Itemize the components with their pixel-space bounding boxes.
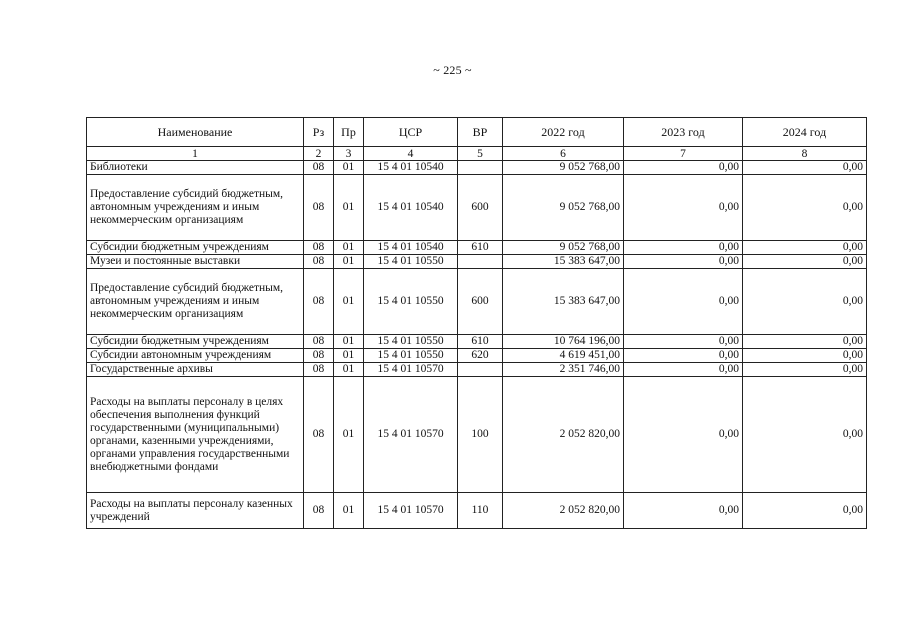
row-name: Субсидии бюджетным учреждениям <box>87 335 304 349</box>
column-index: 7 <box>624 147 743 161</box>
table-row <box>87 241 867 255</box>
table-header-row <box>87 118 867 147</box>
row-csr: 15 4 01 10550 <box>364 335 458 349</box>
row-name: Субсидии автономным учреждениям <box>87 349 304 363</box>
row-2023: 0,00 <box>624 363 743 377</box>
table-row <box>87 269 867 335</box>
column-index: 1 <box>87 147 304 161</box>
table-row <box>87 349 867 363</box>
table-row <box>87 161 867 175</box>
row-pr: 01 <box>334 255 364 269</box>
row-vr: 610 <box>458 241 503 255</box>
column-header-2024: 2024 год <box>743 118 867 147</box>
row-name: Расходы на выплаты персоналу в целях обеспечения выполнения функций государственными (муниципальными) органами, казенными учреждениями, органами управления государственными внебюджетными фондами <box>87 377 304 493</box>
row-rz: 08 <box>304 269 334 335</box>
column-index: 6 <box>503 147 624 161</box>
row-2024: 0,00 <box>743 335 867 349</box>
row-pr: 01 <box>334 363 364 377</box>
row-2023: 0,00 <box>624 493 743 529</box>
table-row <box>87 255 867 269</box>
row-2022: 4 619 451,00 <box>503 349 624 363</box>
row-csr: 15 4 01 10570 <box>364 363 458 377</box>
row-pr: 01 <box>334 377 364 493</box>
row-pr: 01 <box>334 175 364 241</box>
row-csr: 15 4 01 10540 <box>364 161 458 175</box>
row-vr: 600 <box>458 175 503 241</box>
row-vr: 110 <box>458 493 503 529</box>
row-2024: 0,00 <box>743 377 867 493</box>
column-header-vr: ВР <box>458 118 503 147</box>
row-rz: 08 <box>304 377 334 493</box>
column-index: 3 <box>334 147 364 161</box>
row-name: Предоставление субсидий бюджетным, автономным учреждениям и иным некоммерческим организациям <box>87 269 304 335</box>
column-header-2022: 2022 год <box>503 118 624 147</box>
row-name: Расходы на выплаты персоналу казенных учреждений <box>87 493 304 529</box>
row-rz: 08 <box>304 241 334 255</box>
row-pr: 01 <box>334 493 364 529</box>
row-rz: 08 <box>304 175 334 241</box>
column-index: 4 <box>364 147 458 161</box>
row-2024: 0,00 <box>743 363 867 377</box>
row-2023: 0,00 <box>624 335 743 349</box>
row-rz: 08 <box>304 349 334 363</box>
row-2023: 0,00 <box>624 349 743 363</box>
row-rz: 08 <box>304 255 334 269</box>
row-vr <box>458 255 503 269</box>
row-2022: 9 052 768,00 <box>503 241 624 255</box>
row-pr: 01 <box>334 161 364 175</box>
column-header-name: Наименование <box>87 118 304 147</box>
row-2023: 0,00 <box>624 269 743 335</box>
row-2022: 15 383 647,00 <box>503 255 624 269</box>
row-2024: 0,00 <box>743 269 867 335</box>
row-2024: 0,00 <box>743 241 867 255</box>
column-index: 8 <box>743 147 867 161</box>
row-name: Библиотеки <box>87 161 304 175</box>
table-row <box>87 335 867 349</box>
table-row <box>87 493 867 529</box>
table-row <box>87 377 867 493</box>
row-csr: 15 4 01 10540 <box>364 241 458 255</box>
column-index: 2 <box>304 147 334 161</box>
row-vr: 610 <box>458 335 503 349</box>
row-2022: 10 764 196,00 <box>503 335 624 349</box>
row-2024: 0,00 <box>743 493 867 529</box>
row-2023: 0,00 <box>624 377 743 493</box>
row-2022: 2 052 820,00 <box>503 493 624 529</box>
row-vr: 100 <box>458 377 503 493</box>
row-name: Музеи и постоянные выставки <box>87 255 304 269</box>
row-2022: 15 383 647,00 <box>503 269 624 335</box>
table-row <box>87 363 867 377</box>
row-vr: 620 <box>458 349 503 363</box>
row-2024: 0,00 <box>743 255 867 269</box>
row-csr: 15 4 01 10550 <box>364 349 458 363</box>
column-header-csr: ЦСР <box>364 118 458 147</box>
row-2022: 9 052 768,00 <box>503 161 624 175</box>
table-row <box>87 175 867 241</box>
row-2024: 0,00 <box>743 161 867 175</box>
row-name: Предоставление субсидий бюджетным, автономным учреждениям и иным некоммерческим организациям <box>87 175 304 241</box>
row-csr: 15 4 01 10550 <box>364 269 458 335</box>
row-2023: 0,00 <box>624 161 743 175</box>
row-csr: 15 4 01 10570 <box>364 377 458 493</box>
column-index: 5 <box>458 147 503 161</box>
column-index-row <box>87 147 867 161</box>
row-name: Субсидии бюджетным учреждениям <box>87 241 304 255</box>
row-rz: 08 <box>304 363 334 377</box>
page-number: ~ 225 ~ <box>433 63 472 77</box>
row-rz: 08 <box>304 161 334 175</box>
column-header-rz: Рз <box>304 118 334 147</box>
column-header-pr: Пр <box>334 118 364 147</box>
row-vr <box>458 161 503 175</box>
row-2022: 9 052 768,00 <box>503 175 624 241</box>
row-vr <box>458 363 503 377</box>
row-2023: 0,00 <box>624 255 743 269</box>
row-rz: 08 <box>304 335 334 349</box>
row-2022: 2 052 820,00 <box>503 377 624 493</box>
row-vr: 600 <box>458 269 503 335</box>
row-2023: 0,00 <box>624 175 743 241</box>
row-2023: 0,00 <box>624 241 743 255</box>
row-2024: 0,00 <box>743 349 867 363</box>
row-2022: 2 351 746,00 <box>503 363 624 377</box>
row-pr: 01 <box>334 335 364 349</box>
row-pr: 01 <box>334 241 364 255</box>
row-csr: 15 4 01 10550 <box>364 255 458 269</box>
row-csr: 15 4 01 10540 <box>364 175 458 241</box>
row-csr: 15 4 01 10570 <box>364 493 458 529</box>
row-name: Государственные архивы <box>87 363 304 377</box>
budget-table <box>86 117 867 529</box>
column-header-2023: 2023 год <box>624 118 743 147</box>
row-pr: 01 <box>334 269 364 335</box>
row-rz: 08 <box>304 493 334 529</box>
row-pr: 01 <box>334 349 364 363</box>
row-2024: 0,00 <box>743 175 867 241</box>
